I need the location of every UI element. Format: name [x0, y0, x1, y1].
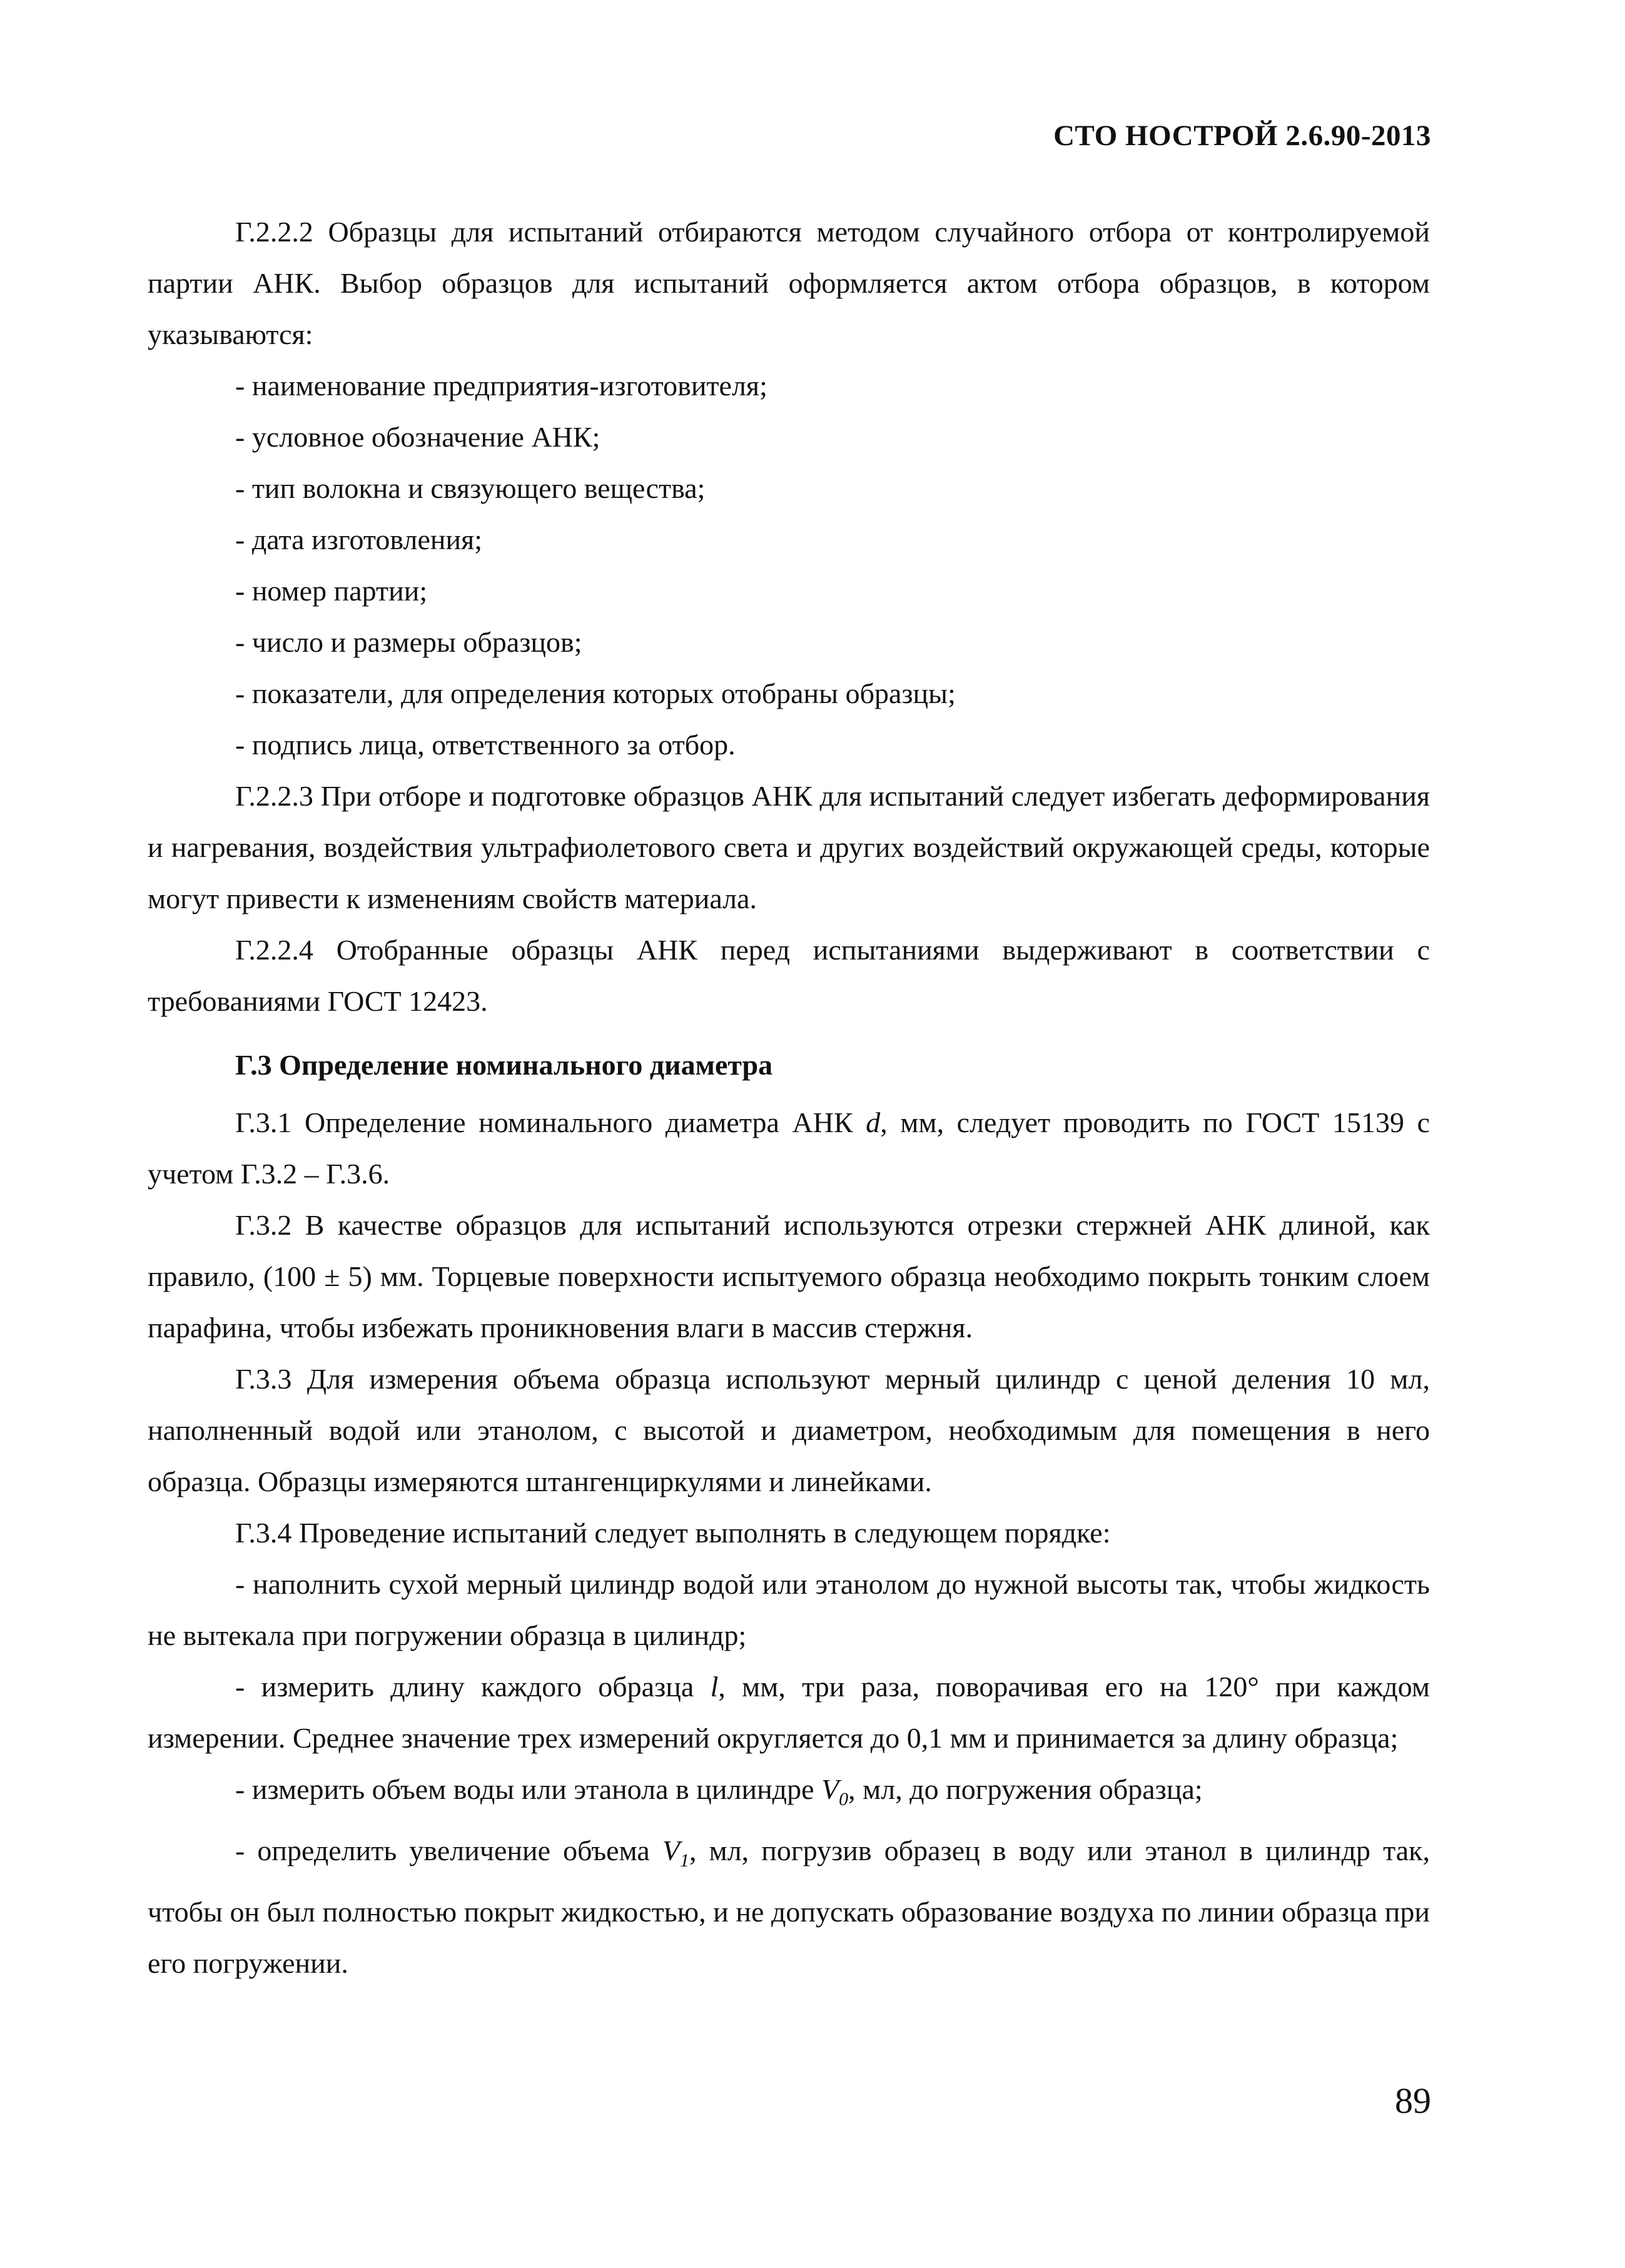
paragraph-g223: Г.2.2.3 При отборе и подготовке образцов АНК для испытаний следует избегать деформирования и нагревания, воздействия ультрафиолетового света и других воздействий окружающей среды, которые могут привести к изменениям свойств материала.: [148, 780, 1430, 914]
procedure-step-1: - наполнить сухой мерный цилиндр водой или этанолом до нужной высоты так, чтобы жидкость не вытекала при погружении образца в цилиндр;: [148, 1568, 1430, 1651]
paragraph-g31-text-a: Г.3.1 Определение номинального диаметра АНК: [235, 1106, 866, 1138]
procedure-step-3-text-a: - измерить объем воды или этанола в цилиндре: [235, 1773, 822, 1805]
list-item: - число и размеры образцов;: [235, 626, 582, 658]
document-code-header: СТО НОСТРОЙ 2.6.90-2013: [1053, 119, 1431, 152]
procedure-step-2-text-a: - измерить длину каждого образца: [235, 1671, 711, 1703]
paragraph-g222: Г.2.2.2 Образцы для испытаний отбираются методом случайного отбора от контролируемой партии АНК. Выбор образцов для испытаний оформляется актом отбора образцов, в котором указываются:: [148, 216, 1430, 350]
procedure-step-4-text-b: , мл, погрузив образец в воду или этанол в цилиндр так, чтобы он был полностью покрыт жидкостью, и не допускать образование воздуха по линии образца при его погружении.: [148, 1835, 1430, 1980]
paragraph-g33: Г.3.3 Для измерения объема образца используют мерный цилиндр с ценой деления 10 мл, наполненный водой или этанолом, с высотой и диаметром, необходимым для помещения в него образца. Образцы измеряются штангенциркулями и линейками.: [148, 1363, 1430, 1497]
procedure-step-3: [148, 1764, 1430, 1825]
paragraph-g32: Г.3.2 В качестве образцов для испытаний используются отрезки стержней АНК длиной, как правило, (100 ± 5) мм. Торцевые поверхности испытуемого образца необходимо покрыть тонким слоем парафина, чтобы избежать проникновения влаги в массив стержня.: [148, 1209, 1430, 1344]
paragraph-g31-text-b: , мм, следует проводить по ГОСТ 15139 с учетом Г.3.2 – Г.3.6.: [148, 1106, 1430, 1190]
procedure-step-2-text-b: , мм, три раза, поворачивая его на 120° при каждом измерении. Среднее значение трех измерений округляется до 0,1 мм и принимается за длину образца;: [148, 1671, 1430, 1754]
list-item: - наименование предприятия-изготовителя;: [235, 370, 767, 402]
page-number: 89: [1395, 2080, 1431, 2121]
document-body: [148, 206, 1430, 1989]
list-item: - тип волокна и связующего вещества;: [235, 472, 706, 504]
paragraph-g31: [148, 1097, 1430, 1200]
paragraph-g224: Г.2.2.4 Отобранные образцы АНК перед испытаниями выдерживают в соответствии с требованиями ГОСТ 12423.: [148, 934, 1430, 1017]
variable-v0-subscript: 0: [839, 1789, 849, 1810]
list-item: - подпись лица, ответственного за отбор.: [235, 729, 736, 761]
list-item: - условное обозначение АНК;: [235, 421, 600, 453]
variable-v1: V: [662, 1835, 680, 1867]
paragraph-g34: Г.3.4 Проведение испытаний следует выполнять в следующем порядке:: [235, 1517, 1111, 1549]
list-item: - показатели, для определения которых отобраны образцы;: [235, 677, 956, 709]
procedure-step-3-text-b: , мл, до погружения образца;: [848, 1773, 1203, 1805]
procedure-step-4-text-a: - определить увеличение объема: [235, 1835, 662, 1867]
variable-l: l: [710, 1671, 719, 1703]
procedure-step-4: [148, 1825, 1430, 1989]
procedure-step-2: [148, 1661, 1430, 1764]
variable-v1-subscript: 1: [680, 1850, 689, 1871]
list-item: - дата изготовления;: [235, 524, 483, 555]
variable-d: d: [866, 1106, 881, 1138]
variable-v0: V: [821, 1773, 839, 1805]
section-heading-g3: Г.3 Определение номинального диаметра: [235, 1049, 773, 1081]
list-item: - номер партии;: [235, 575, 428, 607]
